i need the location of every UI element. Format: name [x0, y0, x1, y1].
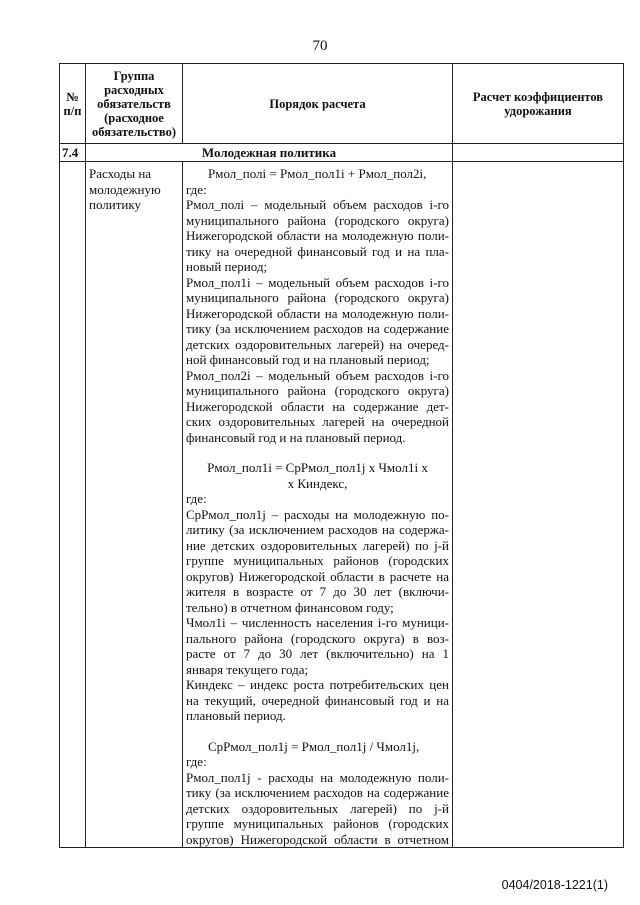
- group-text-line: Расходы на: [89, 166, 152, 181]
- calculation-text-line: января текущего года;: [186, 661, 309, 677]
- calculation-text-line: группе муниципальных районов (городских: [186, 816, 449, 831]
- table-row: [60, 162, 624, 848]
- calculation-text-line: жителя в возрасте от 7 до 30 лет (включи-: [186, 584, 449, 599]
- calculation-text-line: где:: [186, 491, 207, 506]
- header-group-line: (расходное: [104, 110, 164, 125]
- header-procedure: Порядок расчета: [183, 64, 453, 144]
- calculation-text-line: расте от 7 до 30 лет (включительно) на 1: [186, 646, 449, 661]
- paragraph-gap: [186, 724, 449, 739]
- calculation-text-line: где:: [186, 754, 207, 769]
- calculation-text-line: Киндекс – индекс роста потребительских цен: [186, 677, 449, 692]
- calculation-text-line: Рмол_пол1j - расходы на молодежную поли-: [186, 769, 449, 785]
- group-text-line: политику: [89, 197, 141, 212]
- calculation-text-line: муниципального района (городского округа): [186, 383, 449, 398]
- header-group: [86, 64, 183, 144]
- calculation-text-line: ских оздоровительных лагерей на очередной: [186, 414, 449, 429]
- header-group-line: Группа: [113, 68, 155, 83]
- calculation-procedure-cell: [183, 162, 453, 848]
- calculation-text-line: Чмол1i – численность населения i-го муници-: [186, 615, 449, 630]
- calculation-text-line: финансовый год и на плановый период.: [186, 429, 406, 445]
- table-header-row: [60, 64, 624, 144]
- coefficient-cell: [453, 162, 624, 848]
- row-number-cell: [60, 162, 86, 848]
- formula-line: Рмол_пол1i = СрРмол_пол1j х Чмол1i х: [207, 460, 428, 475]
- formula-line: Рмол_полi = Рмол_пол1i + Рмол_пол2i,: [208, 166, 427, 181]
- header-coefficients: [453, 64, 624, 144]
- calculation-text-line: тику (за исключением расходов на содержание: [186, 785, 449, 800]
- calculation-text-line: Рмол_полi – модельный объем расходов i-го: [186, 197, 449, 212]
- section-row: [60, 144, 624, 162]
- calculation-text-line: ние детских оздоровительных лагерей) по j-й: [186, 537, 449, 553]
- calculation-text-line: пального района (городского округа) в воз-: [186, 630, 449, 646]
- section-empty-cell: [453, 144, 624, 162]
- calculation-text-line: тику на очередной финансовый год и на пла-: [186, 243, 449, 259]
- page-number: 70: [312, 38, 328, 54]
- calculation-text-line: муниципального района (городского округа): [186, 212, 449, 228]
- header-group-line: расходных: [104, 82, 164, 97]
- calculation-text-line: на текущий, очередной финансовый год и на: [186, 692, 449, 708]
- section-number: 7.4: [60, 144, 86, 162]
- calculation-text-line: Нижегородской области на молодежную поли-: [186, 305, 449, 321]
- calculation-text-line: муниципального района (городского округа): [186, 290, 449, 305]
- calculation-text-line: ной финансовый год и на плановый период;: [186, 352, 430, 367]
- calculation-text-line: округов) Нижегородской области в расчете на: [186, 568, 449, 584]
- formula-line: СрРмол_пол1j = Рмол_пол1j / Чмол1j,: [208, 738, 420, 754]
- formula-line: х Киндекс,: [287, 475, 348, 491]
- calculation-text-line: Нижегородской области на содержание дет-: [186, 398, 449, 414]
- calculation-text-line: Нижегородской области на молодежную поли-: [186, 228, 449, 243]
- calculation-text-line: детских оздоровительных лагерей) по j-й: [186, 800, 449, 816]
- group-text-line: молодежную: [89, 181, 161, 197]
- paragraph-gap: [186, 445, 449, 460]
- calculation-text-line: тику (за исключением расходов на содержание: [186, 321, 449, 336]
- document-code: 0404/2018-1221(1): [501, 878, 608, 892]
- header-coefficients-line: удорожания: [504, 103, 572, 118]
- calculation-text-line: где:: [186, 181, 207, 197]
- calculation-text-line: плановый период.: [186, 708, 286, 723]
- section-title: Молодежная политика: [86, 144, 453, 162]
- calculation-text-line: литику (за исключением расходов на содержа-: [186, 522, 449, 537]
- header-group-line: обязательство): [92, 124, 176, 139]
- calculation-text-line: Рмол_пол2i – модельный объем расходов i-го: [186, 367, 449, 383]
- header-group-line: обязательств: [97, 96, 171, 111]
- budget-calculation-table: [59, 63, 624, 848]
- header-coefficients-line: Расчет коэффициентов: [472, 89, 604, 104]
- calculation-text-line: Рмол_пол1i – модельный объем расходов i-го: [186, 274, 449, 290]
- group-cell: [86, 162, 183, 848]
- calculation-text-line: группе муниципальных районов (городских: [186, 553, 449, 568]
- calculation-text-line: новый период;: [186, 259, 268, 274]
- calculation-text-line: детских оздоровительных лагерей) на очеред-: [186, 336, 449, 352]
- calculation-text-line: СрРмол_пол1j – расходы на молодежную по-: [186, 506, 449, 522]
- header-number: № п/п: [60, 64, 86, 144]
- calculation-text-line: тельно) в отчетном финансовом году;: [186, 599, 394, 615]
- calculation-text-line: округов) Нижегородской области в отчетном: [186, 831, 449, 847]
